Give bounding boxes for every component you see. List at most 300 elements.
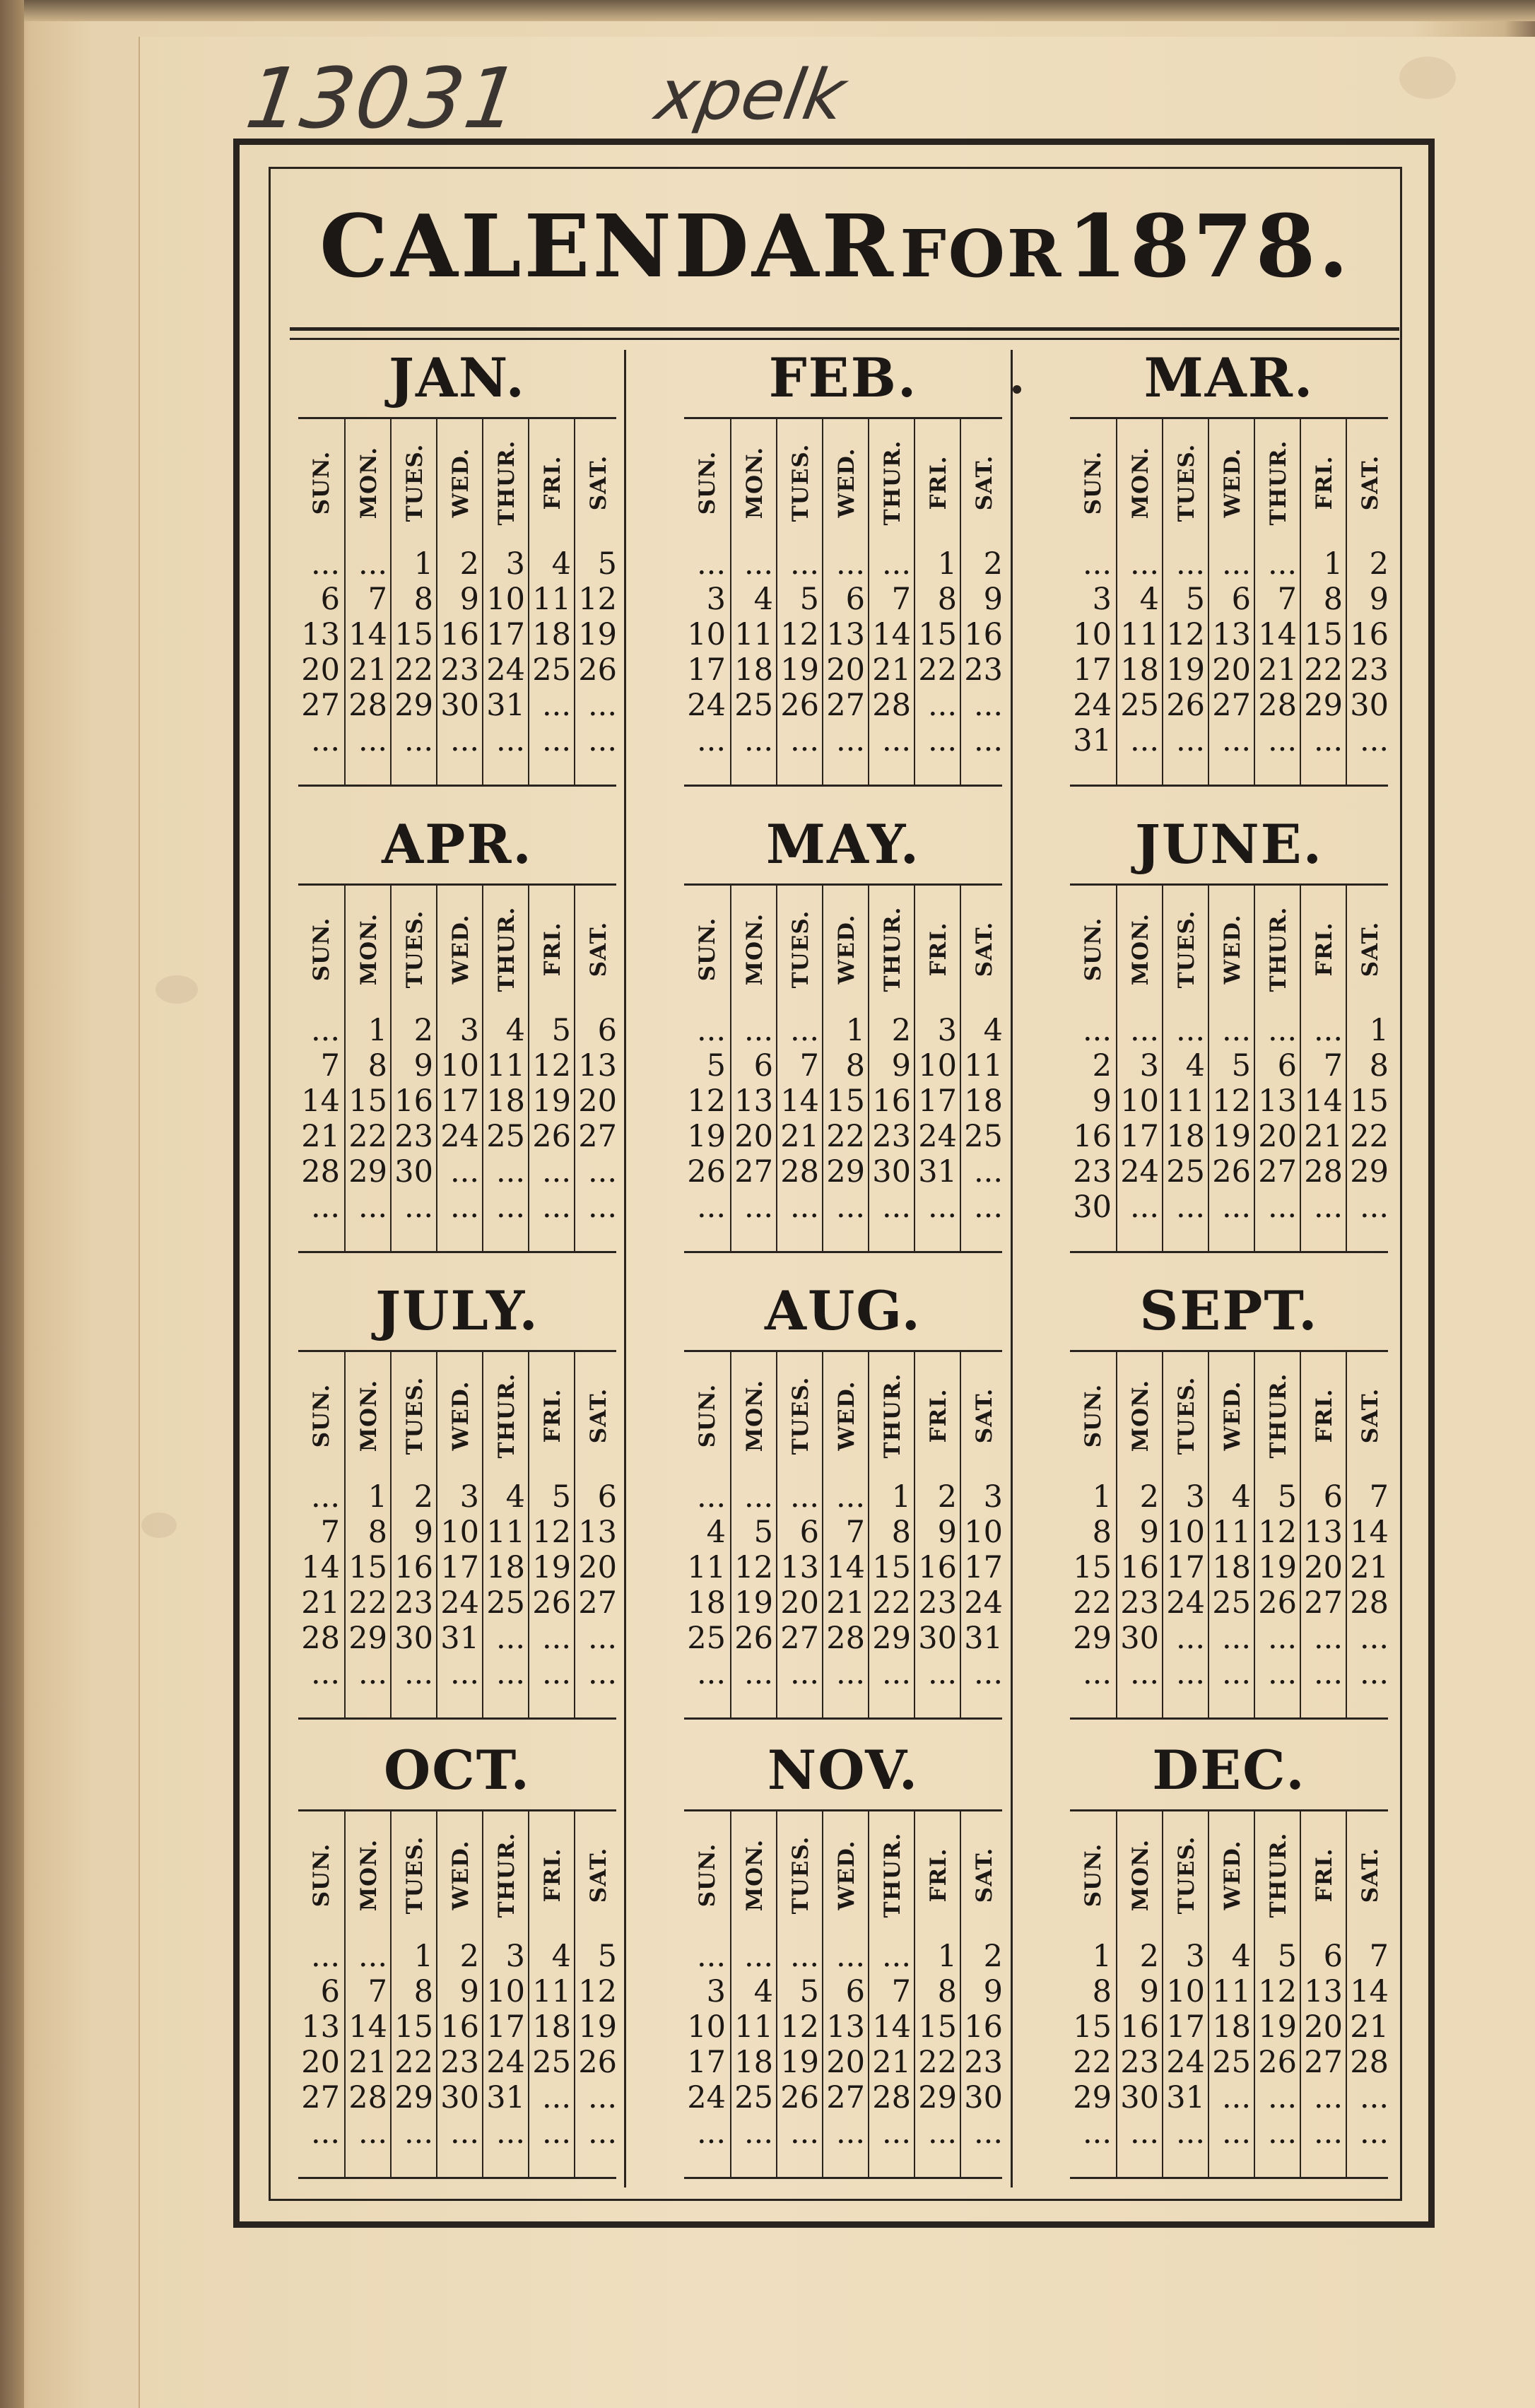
date-cell: 16 xyxy=(440,617,479,652)
date-cell: 30 xyxy=(1120,2080,1159,2115)
date-cells xyxy=(1070,1013,1116,1225)
date-cell: ... xyxy=(404,2115,433,2151)
date-cells xyxy=(1209,546,1255,758)
date-cell: 28 xyxy=(301,1621,340,1656)
date-cell: 18 xyxy=(532,2009,571,2045)
date-cells xyxy=(1209,1479,1255,1691)
date-cell: 23 xyxy=(440,2045,479,2080)
title-for: FOR xyxy=(900,216,1064,292)
weekday-label: WED. xyxy=(447,914,474,985)
month-day-grid xyxy=(298,886,620,1251)
weekday-label: TUES. xyxy=(787,1376,813,1455)
date-cell: 28 xyxy=(826,1621,865,1656)
date-cell: ... xyxy=(743,1013,773,1048)
date-cell: 2 xyxy=(459,1939,479,1974)
date-cell: 21 xyxy=(348,652,387,688)
date-cells xyxy=(915,546,961,758)
weekday-label: FRI. xyxy=(925,455,951,510)
date-cells xyxy=(1117,546,1163,758)
weekday-label: TUES. xyxy=(787,1836,813,1915)
date-cells xyxy=(298,1479,344,1691)
date-cell: 12 xyxy=(1166,617,1205,652)
weekday-header xyxy=(777,419,823,546)
date-cell: 13 xyxy=(1258,1083,1297,1119)
month-bottom-rule xyxy=(1070,1251,1388,1253)
weekday-label: MON. xyxy=(355,1838,382,1912)
date-cell: 19 xyxy=(687,1119,726,1154)
date-cell: 15 xyxy=(394,617,433,652)
date-cell: 5 xyxy=(753,1515,773,1550)
date-cell: ... xyxy=(587,688,617,723)
date-cell: 18 xyxy=(532,617,571,652)
date-cell: ... xyxy=(495,2115,525,2151)
date-cell: 10 xyxy=(440,1048,479,1083)
date-cell: ... xyxy=(696,723,726,758)
date-cell: ... xyxy=(973,1154,1003,1190)
date-cell: ... xyxy=(587,2115,617,2151)
month-name: JAN. xyxy=(389,346,526,409)
date-cell: 1 xyxy=(367,1013,387,1048)
date-cell: 24 xyxy=(687,2080,726,2115)
date-cells xyxy=(529,1479,575,1691)
date-cell: 2 xyxy=(983,1939,1003,1974)
date-cell: 18 xyxy=(1120,652,1159,688)
date-cell: 14 xyxy=(1258,617,1297,652)
weekday-label: SAT. xyxy=(585,454,611,511)
date-cell: ... xyxy=(1221,2115,1251,2151)
date-cell: ... xyxy=(1313,1013,1343,1048)
weekday-column xyxy=(1254,1352,1300,1717)
date-cell: ... xyxy=(541,2115,571,2151)
date-cell: 13 xyxy=(826,617,865,652)
date-cell: 14 xyxy=(872,2009,911,2045)
date-cells xyxy=(731,1013,777,1225)
date-cell: 6 xyxy=(320,582,340,617)
date-cell: ... xyxy=(743,1656,773,1691)
date-cells xyxy=(731,1939,777,2151)
date-cell: 23 xyxy=(872,1119,911,1154)
date-cell: 17 xyxy=(486,617,525,652)
weekday-label: SUN. xyxy=(308,917,334,982)
weekday-column xyxy=(1116,1352,1162,1717)
date-cell: 15 xyxy=(826,1083,865,1119)
weekday-label: WED. xyxy=(833,914,859,985)
month-day-grid xyxy=(298,1811,620,2177)
date-cell: ... xyxy=(449,723,479,758)
month-bottom-rule xyxy=(1070,1717,1388,1720)
date-cell: 3 xyxy=(706,582,726,617)
date-cell: 14 xyxy=(1350,1974,1389,2009)
date-cell: ... xyxy=(1129,1656,1159,1691)
date-cell: ... xyxy=(1129,1013,1159,1048)
date-cells xyxy=(1255,1939,1301,2151)
date-cell: 3 xyxy=(1092,582,1112,617)
weekday-header xyxy=(961,1352,1007,1479)
date-cell: ... xyxy=(881,546,911,582)
date-cell: 18 xyxy=(486,1550,525,1585)
date-cell: 11 xyxy=(486,1515,525,1550)
date-cell: ... xyxy=(789,1013,819,1048)
weekday-label: TUES. xyxy=(1173,1376,1199,1455)
date-cells xyxy=(346,1939,392,2151)
date-cell: ... xyxy=(696,546,726,582)
date-cell: 10 xyxy=(486,582,525,617)
date-cell: 1 xyxy=(413,1939,433,1974)
date-cell: 21 xyxy=(1304,1119,1343,1154)
weekday-label: SUN. xyxy=(308,1383,334,1448)
date-cell: ... xyxy=(1313,1621,1343,1656)
date-cell: 26 xyxy=(1258,1585,1297,1621)
date-cells xyxy=(437,546,483,758)
date-cell: ... xyxy=(927,1190,957,1225)
date-cell: 10 xyxy=(687,2009,726,2045)
book-spine-edge xyxy=(0,0,24,2408)
date-cell: ... xyxy=(789,1939,819,1974)
date-cell: 16 xyxy=(1120,1550,1159,1585)
date-cell: ... xyxy=(310,723,340,758)
date-cell: 23 xyxy=(1120,1585,1159,1621)
weekday-column xyxy=(1162,419,1208,785)
date-cell: 11 xyxy=(687,1550,726,1585)
date-cell: 12 xyxy=(734,1550,773,1585)
date-cell: 4 xyxy=(753,582,773,617)
weekday-header xyxy=(346,419,392,546)
weekday-header xyxy=(1347,419,1393,546)
weekday-column xyxy=(914,886,960,1251)
weekday-column xyxy=(868,1352,914,1717)
month-bottom-rule xyxy=(298,785,616,787)
weekday-label: TUES. xyxy=(401,443,428,522)
date-cell: 10 xyxy=(1073,617,1112,652)
weekday-label: WED. xyxy=(447,447,474,518)
month-block xyxy=(1063,1739,1395,2184)
date-cell: ... xyxy=(1082,1013,1112,1048)
weekday-header xyxy=(731,1811,777,1939)
weekday-header xyxy=(777,1811,823,1939)
weekday-header xyxy=(961,419,1007,546)
weekday-column xyxy=(1162,1352,1208,1717)
date-cell: 19 xyxy=(578,617,617,652)
date-cell: 3 xyxy=(505,546,525,582)
weekday-column xyxy=(574,886,620,1251)
date-cell: 16 xyxy=(918,1550,957,1585)
date-cell: 16 xyxy=(872,1083,911,1119)
month-day-grid xyxy=(1070,419,1392,785)
weekday-label: MON. xyxy=(355,1379,382,1452)
weekday-header xyxy=(1163,1811,1209,1939)
date-cell: 23 xyxy=(918,1585,957,1621)
date-cell: 9 xyxy=(983,1974,1003,2009)
weekday-label: SUN. xyxy=(1080,917,1106,982)
month-block xyxy=(677,813,1009,1258)
weekday-column xyxy=(1116,886,1162,1251)
date-cell: 21 xyxy=(348,2045,387,2080)
weekday-column xyxy=(298,886,344,1251)
weekday-label: SUN. xyxy=(1080,450,1106,515)
weekday-label: THUR. xyxy=(879,906,905,992)
date-cell: 17 xyxy=(1166,1550,1205,1585)
date-cell: 12 xyxy=(532,1048,571,1083)
date-cell: ... xyxy=(1267,2080,1297,2115)
date-cell: 21 xyxy=(301,1585,340,1621)
date-cell: 24 xyxy=(687,688,726,723)
date-cells xyxy=(298,1939,344,2151)
weekday-column xyxy=(482,1352,528,1717)
date-cell: 27 xyxy=(301,688,340,723)
weekday-header xyxy=(1163,1352,1209,1479)
weekday-column xyxy=(1116,419,1162,785)
date-cell: 18 xyxy=(486,1083,525,1119)
weekday-header xyxy=(684,419,730,546)
handwritten-word: xpelk xyxy=(649,55,852,136)
date-cell: 23 xyxy=(1073,1154,1112,1190)
weekday-column xyxy=(390,886,436,1251)
weekday-column xyxy=(1070,1811,1116,2177)
date-cell: 9 xyxy=(1139,1974,1159,2009)
date-cells xyxy=(1301,1013,1347,1225)
date-cells xyxy=(1163,546,1209,758)
date-cell: 24 xyxy=(1166,2045,1205,2080)
date-cell: 12 xyxy=(687,1083,726,1119)
weekday-column xyxy=(528,1811,574,2177)
date-cell: 1 xyxy=(845,1013,865,1048)
date-cell: 4 xyxy=(753,1974,773,2009)
date-cell: 9 xyxy=(459,582,479,617)
date-cell: ... xyxy=(1221,723,1251,758)
date-cell: 16 xyxy=(1120,2009,1159,2045)
month-name: JULY. xyxy=(375,1279,539,1342)
date-cell: ... xyxy=(310,2115,340,2151)
date-cell: 26 xyxy=(578,652,617,688)
date-cell: 31 xyxy=(440,1621,479,1656)
month-block xyxy=(677,1739,1009,2184)
weekday-header xyxy=(346,1352,392,1479)
date-cell: 31 xyxy=(486,688,525,723)
date-cell: 18 xyxy=(1212,1550,1251,1585)
date-cell: 14 xyxy=(1304,1083,1343,1119)
date-cell: 14 xyxy=(301,1083,340,1119)
date-cell: ... xyxy=(1359,2115,1389,2151)
date-cell: ... xyxy=(310,1190,340,1225)
date-cells xyxy=(392,1479,437,1691)
weekday-header xyxy=(915,886,961,1013)
date-cell: ... xyxy=(541,1190,571,1225)
month-name: MAY. xyxy=(765,813,921,876)
date-cell: ... xyxy=(881,1939,911,1974)
date-cell: 20 xyxy=(734,1119,773,1154)
weekday-column xyxy=(574,1811,620,2177)
date-cell: 6 xyxy=(845,1974,865,2009)
date-cell: 5 xyxy=(597,1939,617,1974)
date-cell: 11 xyxy=(1166,1083,1205,1119)
weekday-label: MON. xyxy=(1127,1379,1153,1452)
date-cells xyxy=(529,1939,575,2151)
date-cell: ... xyxy=(587,2080,617,2115)
date-cell: 27 xyxy=(780,1621,819,1656)
weekday-header xyxy=(575,1352,621,1479)
date-cell: ... xyxy=(541,1621,571,1656)
date-cell: 19 xyxy=(532,1083,571,1119)
date-cell: ... xyxy=(1313,1656,1343,1691)
column-separator xyxy=(624,350,626,2187)
date-cell: ... xyxy=(973,723,1003,758)
weekday-label: FRI. xyxy=(1311,922,1337,977)
weekday-label: WED. xyxy=(1219,1840,1245,1910)
date-cell: 30 xyxy=(872,1154,911,1190)
date-cell: ... xyxy=(1221,1656,1251,1691)
date-cell: 2 xyxy=(937,1479,957,1515)
date-cells xyxy=(869,546,915,758)
date-cell: ... xyxy=(881,723,911,758)
date-cell: 7 xyxy=(367,1974,387,2009)
date-cell: 14 xyxy=(1350,1515,1389,1550)
date-cell: 27 xyxy=(578,1585,617,1621)
weekday-header xyxy=(298,1352,344,1479)
date-cell: 15 xyxy=(918,2009,957,2045)
date-cell: ... xyxy=(1313,723,1343,758)
date-cell: ... xyxy=(1267,2115,1297,2151)
date-cell: 11 xyxy=(734,2009,773,2045)
date-cell: 30 xyxy=(394,1154,433,1190)
date-cell: ... xyxy=(696,2115,726,2151)
paper-stain xyxy=(1399,57,1456,99)
weekday-header xyxy=(1301,1352,1347,1479)
title-rule-thick xyxy=(290,327,1399,331)
weekday-header xyxy=(777,886,823,1013)
date-cell: 25 xyxy=(687,1621,726,1656)
weekday-column xyxy=(528,1352,574,1717)
weekday-label: WED. xyxy=(447,1840,474,1910)
weekday-label: FRI. xyxy=(539,1848,565,1903)
date-cell: 10 xyxy=(918,1048,957,1083)
date-cell: 30 xyxy=(440,688,479,723)
date-cell: 22 xyxy=(826,1119,865,1154)
date-cell: 23 xyxy=(394,1119,433,1154)
weekday-column xyxy=(436,1811,482,2177)
date-cell: ... xyxy=(1129,2115,1159,2151)
weekday-column xyxy=(776,886,822,1251)
month-bottom-rule xyxy=(1070,785,1388,787)
weekday-column xyxy=(684,886,730,1251)
date-cell: 3 xyxy=(459,1013,479,1048)
date-cell: 5 xyxy=(1277,1939,1297,1974)
weekday-header xyxy=(823,1811,869,1939)
month-name: FEB. xyxy=(768,346,918,409)
date-cell: ... xyxy=(881,1190,911,1225)
date-cells xyxy=(731,1479,777,1691)
date-cell: 5 xyxy=(706,1048,726,1083)
date-cells xyxy=(483,1939,529,2151)
date-cells xyxy=(1117,1013,1163,1225)
date-cell: 10 xyxy=(964,1515,1003,1550)
date-cell: 7 xyxy=(1369,1479,1389,1515)
weekday-label: MON. xyxy=(1127,446,1153,519)
date-cell: 31 xyxy=(964,1621,1003,1656)
weekday-column xyxy=(1116,1811,1162,2177)
date-cell: 11 xyxy=(1212,1974,1251,2009)
date-cell: ... xyxy=(789,723,819,758)
date-cell: ... xyxy=(358,723,387,758)
date-cells xyxy=(1070,546,1116,758)
weekday-header xyxy=(298,419,344,546)
date-cell: 1 xyxy=(891,1479,911,1515)
date-cell: ... xyxy=(696,1656,726,1691)
weekday-column xyxy=(776,1811,822,2177)
date-cell: ... xyxy=(743,723,773,758)
date-cell: 19 xyxy=(734,1585,773,1621)
date-cell: ... xyxy=(973,1190,1003,1225)
date-cell: ... xyxy=(1221,1621,1251,1656)
weekday-label: MON. xyxy=(741,1838,768,1912)
weekday-column xyxy=(960,1811,1006,2177)
date-cell: 18 xyxy=(687,1585,726,1621)
date-cell: ... xyxy=(835,723,865,758)
date-cell: 23 xyxy=(394,1585,433,1621)
date-cell: 22 xyxy=(1073,2045,1112,2080)
weekday-header xyxy=(529,1811,575,1939)
date-cell: 29 xyxy=(1073,1621,1112,1656)
date-cells xyxy=(1163,1479,1209,1691)
date-cell: 4 xyxy=(551,546,571,582)
weekday-label: FRI. xyxy=(925,922,951,977)
weekday-header xyxy=(575,419,621,546)
weekday-header xyxy=(346,886,392,1013)
date-cells xyxy=(1347,1013,1393,1225)
date-cell: ... xyxy=(1221,2080,1251,2115)
date-cell: ... xyxy=(927,1656,957,1691)
date-cell: ... xyxy=(358,1190,387,1225)
date-cell: ... xyxy=(1175,546,1205,582)
weekday-header xyxy=(1117,1352,1163,1479)
date-cells xyxy=(915,1013,961,1225)
date-cell: 15 xyxy=(1304,617,1343,652)
weekday-header xyxy=(575,886,621,1013)
weekday-header xyxy=(684,1811,730,1939)
date-cells xyxy=(298,1013,344,1225)
date-cells xyxy=(529,546,575,758)
date-cell: 22 xyxy=(394,652,433,688)
date-cell: 18 xyxy=(1166,1119,1205,1154)
date-cell: 5 xyxy=(1231,1048,1251,1083)
date-cell: 8 xyxy=(1369,1048,1389,1083)
date-cell: 12 xyxy=(578,1974,617,2009)
weekday-header xyxy=(1347,886,1393,1013)
date-cell: 7 xyxy=(367,582,387,617)
date-cell: 17 xyxy=(440,1550,479,1585)
weekday-label: THUR. xyxy=(493,906,519,992)
weekday-header xyxy=(869,1352,915,1479)
weekday-column xyxy=(1208,1811,1254,2177)
date-cell: 8 xyxy=(937,582,957,617)
weekday-header xyxy=(575,1811,621,1939)
weekday-label: SUN. xyxy=(694,917,720,982)
date-cell: 17 xyxy=(440,1083,479,1119)
weekday-header xyxy=(915,419,961,546)
date-cell: ... xyxy=(1175,1656,1205,1691)
date-cell: 13 xyxy=(301,2009,340,2045)
date-cells xyxy=(1070,1939,1116,2151)
date-cell: 17 xyxy=(486,2009,525,2045)
date-cell: 22 xyxy=(872,1585,911,1621)
date-cell: 6 xyxy=(753,1048,773,1083)
date-cell: 6 xyxy=(597,1013,617,1048)
date-cell: ... xyxy=(541,688,571,723)
month-day-grid xyxy=(684,1352,1006,1717)
weekday-label: SAT. xyxy=(585,1847,611,1903)
date-cells xyxy=(392,1939,437,2151)
date-cell: 15 xyxy=(394,2009,433,2045)
date-cell: 19 xyxy=(780,652,819,688)
